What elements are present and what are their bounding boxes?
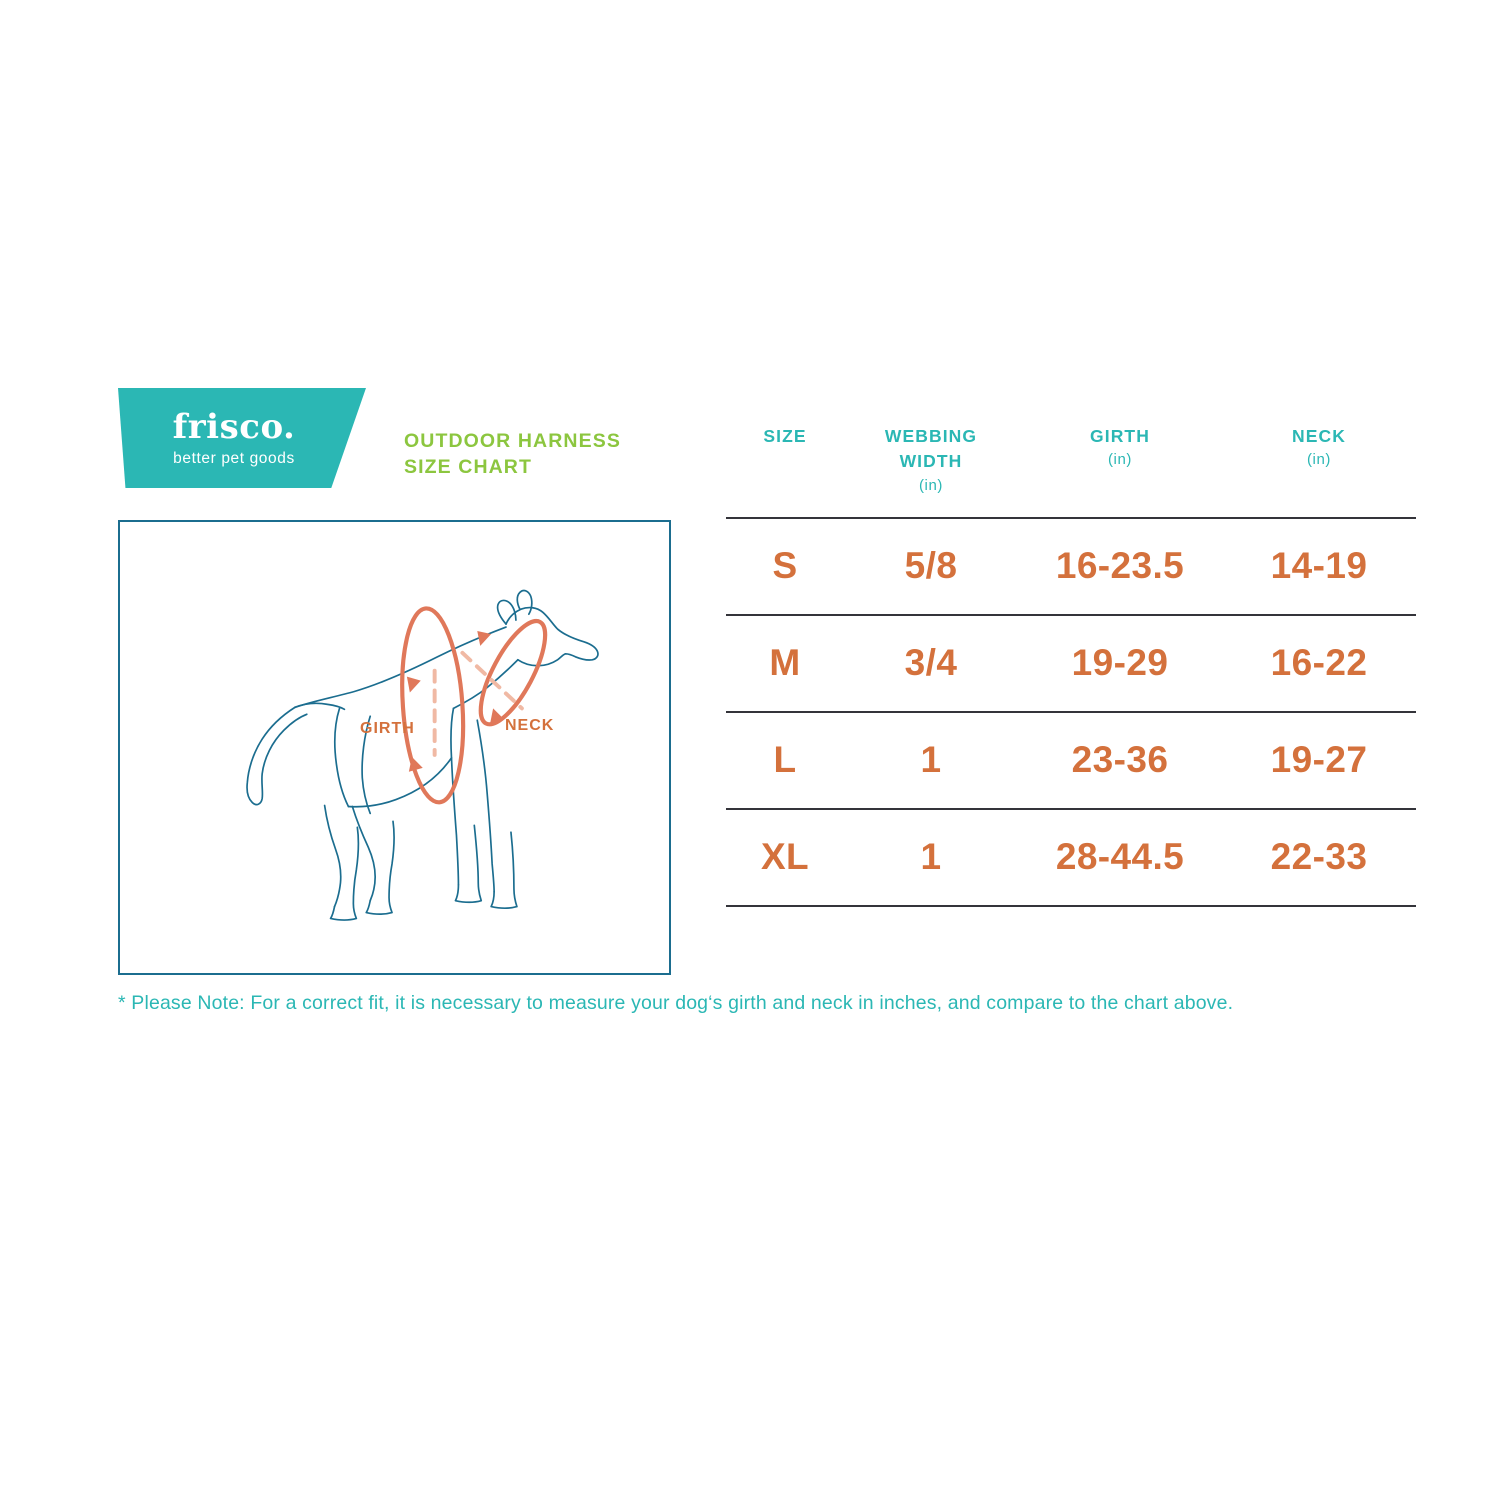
brand-tagline: better pet goods xyxy=(173,449,295,467)
col-header-webbing-unit: (in) xyxy=(918,476,944,494)
col-header-neck xyxy=(1222,424,1416,518)
cell-size: S xyxy=(726,518,844,615)
col-header-neck-unit: (in) xyxy=(1306,451,1332,469)
cell-girth: 28-44.5 xyxy=(1018,809,1222,906)
col-header-girth-label: GIRTH xyxy=(1090,426,1150,446)
table-row xyxy=(726,712,1416,809)
col-header-webbing-width xyxy=(844,424,1018,518)
table-row xyxy=(726,518,1416,615)
cell-size: XL xyxy=(726,809,844,906)
col-header-girth-unit: (in) xyxy=(1107,451,1133,469)
cell-neck: 22-33 xyxy=(1222,809,1416,906)
table-row xyxy=(726,615,1416,712)
cell-webbing-width: 5/8 xyxy=(844,518,1018,615)
cell-webbing-width: 1 xyxy=(844,712,1018,809)
cell-girth: 16-23.5 xyxy=(1018,518,1222,615)
col-header-girth xyxy=(1018,424,1222,518)
girth-label: GIRTH xyxy=(360,720,415,737)
size-table xyxy=(726,424,1416,907)
table-body xyxy=(726,518,1416,906)
neck-label: NECK xyxy=(505,717,555,734)
col-header-size-label: SIZE xyxy=(763,426,807,446)
col-header-webbing-line1: WEBBING xyxy=(884,426,978,446)
cell-girth: 19-29 xyxy=(1018,615,1222,712)
cell-girth: 23-36 xyxy=(1018,712,1222,809)
page-title-line-1: OUTDOOR HARNESS xyxy=(404,430,621,452)
page-title-line-2: SIZE CHART xyxy=(404,456,532,479)
col-header-size xyxy=(726,424,844,518)
cell-webbing-width: 1 xyxy=(844,809,1018,906)
col-header-webbing-line2: WIDTH xyxy=(899,451,963,472)
size-table-wrapper xyxy=(726,424,1416,907)
brand-logo-text xyxy=(118,388,340,488)
table-header xyxy=(726,424,1416,518)
cell-size: M xyxy=(726,615,844,712)
page-title xyxy=(404,428,704,481)
brand-logo-badge xyxy=(118,388,366,488)
cell-neck: 14-19 xyxy=(1222,518,1416,615)
dog-outline-svg xyxy=(120,522,669,973)
cell-neck: 16-22 xyxy=(1222,615,1416,712)
table-header-row xyxy=(726,424,1416,518)
col-header-neck-label: NECK xyxy=(1292,426,1346,446)
cell-size: L xyxy=(726,712,844,809)
table-row xyxy=(726,809,1416,906)
footnote: * Please Note: For a correct fit, it is necessary to measure your dog‘s girth and neck in inches, and compare to the chart above. xyxy=(118,992,1234,1014)
brand-name: frisco. xyxy=(172,406,296,447)
dog-measurement-illustration xyxy=(118,520,671,975)
cell-webbing-width: 3/4 xyxy=(844,615,1018,712)
cell-neck: 19-27 xyxy=(1222,712,1416,809)
